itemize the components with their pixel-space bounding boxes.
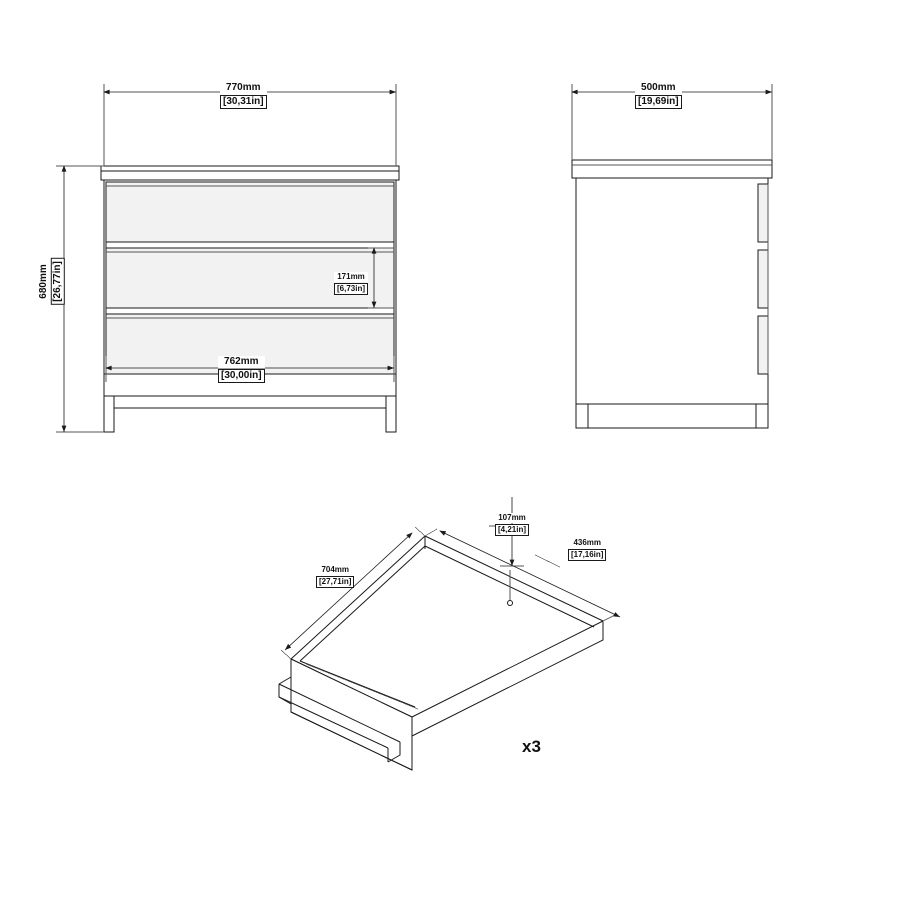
drawer-front-width-label: 762mm [30,00in] [218, 356, 265, 383]
drawer-box-width-dimension [281, 527, 425, 659]
drawer-box-depth-label: 436mm [17,16in] [568, 538, 606, 561]
drawer-box-height-label: 107mm [4,21in] [495, 513, 529, 536]
drawer-quantity-label: x3 [522, 737, 541, 756]
drawer-front-height-label: 171mm [6,73in] [334, 272, 368, 295]
side-depth-label: 500mm [19,69in] [635, 82, 682, 109]
drawer-box-width-label: 704mm [27,71in] [316, 565, 354, 588]
side-elevation-geometry [572, 160, 772, 428]
front-width-label: 770mm [30,31in] [220, 82, 267, 109]
front-elevation-geometry [101, 166, 399, 432]
front-height-label: 680mm [26,77in] [38, 258, 65, 305]
